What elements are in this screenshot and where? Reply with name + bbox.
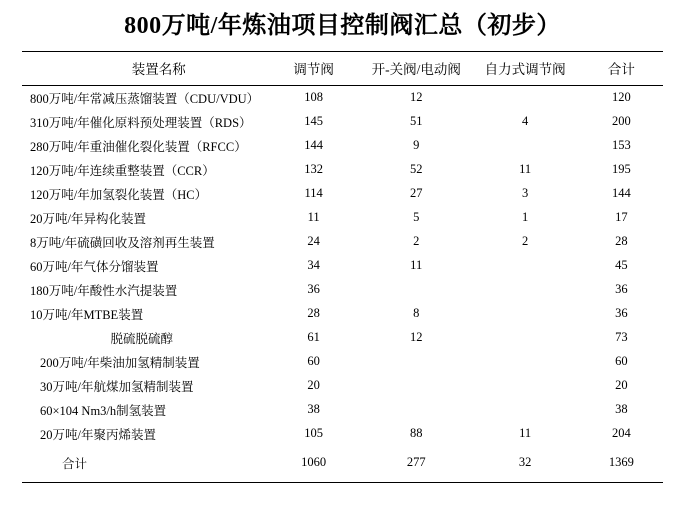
cell-onoff-valve: 88 [409,426,423,441]
cell-control-valve: 144 [304,138,324,153]
cell-onoff-valve [362,374,471,398]
table-header-row [22,51,663,85]
cell-onoff-valve: 9 [413,138,420,153]
cell-total: 204 [611,426,631,441]
cell-self-operated-valve [471,350,580,374]
cell-control-valve: 24 [307,234,320,249]
cell-onoff-valve: 8 [413,306,420,321]
cell-control-valve: 108 [304,90,324,105]
cell-control-valve: 11 [307,210,320,225]
cell-control-valve: 20 [307,378,320,393]
cell-device-name: 280万吨/年重油催化裂化装置（RFCC） [30,139,247,154]
cell-control-valve: 114 [304,186,323,201]
cell-total: 144 [611,186,631,201]
cell-self-operated-valve [471,278,580,302]
cell-total-onoff-valve: 277 [406,455,426,470]
cell-self-operated-valve [471,398,580,422]
cell-total: 60 [615,354,628,369]
cell-control-valve: 105 [304,426,324,441]
cell-device-name: 120万吨/年加氢裂化装置（HC） [30,187,208,202]
cell-total: 36 [615,282,628,297]
column-header-onoff-valve: 开-关阀/电动阀 [362,51,471,85]
cell-self-operated-valve [471,254,580,278]
table-row [22,398,663,422]
column-header-device-name: 装置名称 [22,51,266,85]
cell-total-sum: 1369 [608,455,634,470]
cell-total: 17 [615,210,628,225]
table-header [22,51,663,85]
table-row [22,326,663,350]
table-row [22,350,663,374]
document-page [0,12,685,512]
cell-control-valve: 145 [304,114,324,129]
table-row [22,158,663,182]
cell-total: 195 [611,162,631,177]
cell-control-valve: 132 [304,162,324,177]
cell-onoff-valve [362,278,471,302]
table-bottom-rule [22,482,663,483]
cell-control-valve: 36 [307,282,320,297]
cell-total: 200 [611,114,631,129]
table-total-row [22,446,663,476]
cell-device-name: 8万吨/年硫磺回收及溶剂再生装置 [30,235,215,250]
table-row [22,422,663,446]
cell-total-label: 合计 [62,456,88,471]
table-row [22,254,663,278]
cell-self-operated-valve [471,134,580,158]
table-row [22,85,663,110]
cell-device-name: 20万吨/年异构化装置 [30,211,146,226]
table-row [22,230,663,254]
cell-device-name: 120万吨/年连续重整装置（CCR） [30,163,215,178]
cell-total: 36 [615,306,628,321]
table-row [22,110,663,134]
cell-device-name: 30万吨/年航煤加氢精制装置 [40,379,194,394]
cell-onoff-valve: 51 [409,114,423,129]
cell-self-operated-valve: 3 [522,186,529,201]
cell-onoff-valve: 12 [409,330,423,345]
cell-onoff-valve: 11 [410,258,423,273]
cell-device-name: 800万吨/年常减压蒸馏装置（CDU/VDU） [30,91,260,106]
cell-total: 120 [611,90,631,105]
cell-total: 73 [615,330,628,345]
table-row [22,374,663,398]
cell-control-valve: 61 [307,330,320,345]
cell-self-operated-valve [471,326,580,350]
cell-total: 45 [615,258,628,273]
cell-total-control-valve: 1060 [301,455,327,470]
cell-onoff-valve: 2 [413,234,420,249]
cell-device-name: 60万吨/年气体分馏装置 [30,259,159,274]
cell-device-name: 180万吨/年酸性水汽提装置 [30,283,178,298]
cell-total-self-operated-valve: 32 [518,455,532,470]
cell-self-operated-valve [471,374,580,398]
cell-total: 20 [615,378,628,393]
column-header-self-operated-valve: 自力式调节阀 [471,51,580,85]
cell-self-operated-valve [471,302,580,326]
cell-control-valve: 34 [307,258,320,273]
page-title: 800万吨/年炼油项目控制阀汇总（初步） [124,13,561,39]
cell-total: 153 [611,138,631,153]
table-row [22,182,663,206]
cell-device-name: 60×104 Nm3/h制氢装置 [40,403,167,418]
cell-self-operated-valve: 1 [522,210,529,225]
table-row [22,278,663,302]
table-row [22,134,663,158]
cell-self-operated-valve: 4 [522,114,529,129]
cell-onoff-valve: 12 [409,90,423,105]
cell-onoff-valve: 52 [409,162,423,177]
cell-onoff-valve [362,398,471,422]
cell-self-operated-valve: 11 [519,162,532,177]
cell-self-operated-valve [471,85,580,110]
valve-summary-table [22,51,663,476]
cell-onoff-valve: 27 [409,186,423,201]
cell-onoff-valve: 5 [413,210,420,225]
cell-device-name: 20万吨/年聚丙烯装置 [40,427,156,442]
cell-device-name: 脱硫脱硫醇 [110,331,174,346]
table-row [22,206,663,230]
cell-control-valve: 38 [307,402,320,417]
cell-device-name: 10万吨/年MTBE装置 [30,307,144,322]
cell-total: 38 [615,402,628,417]
table-body [22,85,663,476]
cell-device-name: 310万吨/年催化原料预处理装置（RDS） [30,115,252,130]
column-header-control-valve: 调节阀 [266,51,362,85]
table-row [22,302,663,326]
cell-onoff-valve [362,350,471,374]
cell-self-operated-valve: 2 [522,234,529,249]
cell-control-valve: 28 [307,306,320,321]
cell-total: 28 [615,234,628,249]
column-header-total: 合计 [580,51,663,85]
cell-device-name: 200万吨/年柴油加氢精制装置 [40,355,200,370]
cell-control-valve: 60 [307,354,320,369]
cell-self-operated-valve: 11 [519,426,532,441]
